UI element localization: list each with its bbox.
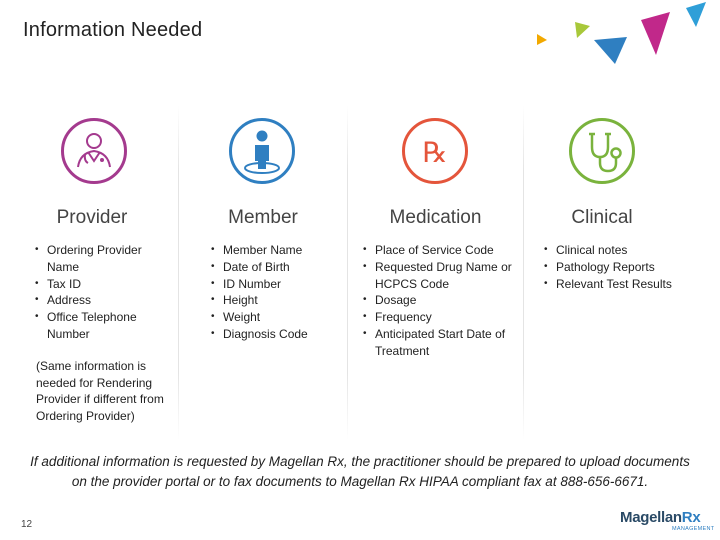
list-item: • Dosage [363,292,513,309]
list-item: • Ordering Provider Name [35,242,170,276]
provider-note: (Same information is needed for Rendering Provider if different from Ordering Provider) [36,359,164,423]
medication-list [363,242,513,360]
doctor-icon [61,118,127,184]
logo-name: Magellan [620,509,682,526]
list-item: • Office Telephone Number [35,309,170,343]
svg-text:℞: ℞ [422,136,448,169]
member-heading: Member [228,207,298,228]
provider-list [35,242,170,343]
list-item: • Tax ID [35,276,170,293]
list-item: • Member Name [211,242,341,259]
list-item: • Date of Birth [211,259,341,276]
member-column [179,105,347,440]
list-item: • Frequency [363,309,513,326]
clinical-column [524,105,684,440]
magellan-rx-logo [620,509,715,535]
clinical-list [544,242,684,292]
list-item: • Height [211,292,341,309]
list-item: • ID Number [211,276,341,293]
list-item: • Diagnosis Code [211,326,341,343]
stethoscope-icon [569,118,635,184]
list-item: • Place of Service Code [363,242,513,259]
decorative-triangles [520,0,720,80]
list-item: • Relevant Test Results [544,276,684,293]
list-item: • Address [35,292,170,309]
medication-column [348,105,523,440]
list-item: • Weight [211,309,341,326]
list-item: • Anticipated Start Date of Treatment [363,326,513,360]
medication-heading: Medication [389,207,482,228]
person-icon [229,118,295,184]
list-item: • Clinical notes [544,242,684,259]
list-item: • Requested Drug Name or HCPCS Code [363,259,513,293]
member-list [211,242,341,343]
provider-heading: Provider [56,207,128,228]
list-item: • Pathology Reports [544,259,684,276]
page-number: 12 [21,519,33,530]
rx-icon [402,118,468,184]
logo-rx: Rx [681,509,701,526]
clinical-heading: Clinical [571,207,633,228]
logo-tagline: MANAGEMENT [672,526,715,532]
footer-note: If additional information is requested by Magellan Rx, the practitioner should be prepared to upload documents on the provider portal or to fax documents to Magellan Rx HIPAA compliant fax at 888-656-6671. [30,454,690,489]
page-title: Information Needed [23,19,203,41]
